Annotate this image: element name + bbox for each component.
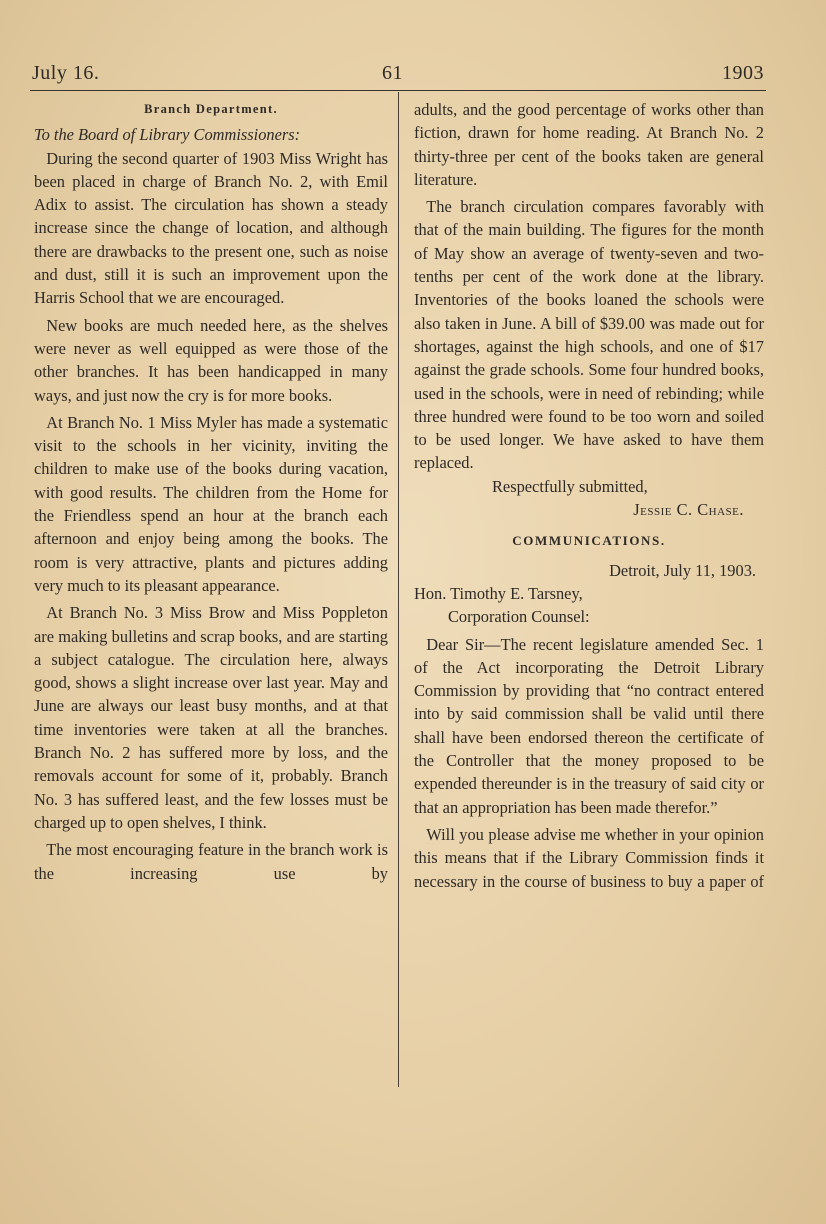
right-column xyxy=(414,98,764,893)
signoff: Respectfully submitted, xyxy=(492,476,648,496)
letter-paragraph: Dear Sir—The recent legislature amended Sec. 1 of the Act incorporating the Detroit Library Commission by providing that “no contract entered into by said commission shall be valid until there shall have been endorsed thereon the certificate of the Controller that the money proposed to be expended thereunder is in the treasury of said city or that an appropriation has been made therefor.” xyxy=(414,634,764,817)
paragraph: At Branch No. 3 Miss Brow and Miss Poppleton are making bulletins and scrap books, and are starting a subject catalogue. The circulation here, always good, shows a slight increase over last year. May and June are always our least busy months, and at that time inventories were taken at all the branches. Branch No. 2 has suffered more by loss, and the removals account for some of it, probably. Branch No. 3 has suffered least, and the few losses must be charged up to open shelves, I think. xyxy=(34,603,388,832)
column-divider xyxy=(398,92,399,1087)
letter-paragraph: Will you please advise me whether in your opinion this means that if the Library Commission finds it necessary in the course of business to buy a paper of xyxy=(414,824,764,891)
header-date: July 16. xyxy=(32,62,100,84)
paragraph: At Branch No. 1 Miss Myler has made a systematic visit to the schools in her vicinity, inviting the children to make use of the books during vacation, with good results. The children from the Home for the Friendless spend an hour at the branch each afternoon and enjoy being among the books. The room is very attractive, plants and pictures adding very much to its pleasant appearance. xyxy=(34,412,388,595)
paragraph: New books are much needed here, as the shelves were never as well equipped as were those of the other branches. It has been handicapped in many ways, and just now the cry is for more books. xyxy=(34,315,388,405)
addressee-title: Corporation Counsel: xyxy=(448,607,590,627)
salutation: To the Board of Library Commissioners: xyxy=(34,125,301,145)
header-rule xyxy=(30,90,766,91)
signature: Jessie C. Chase. xyxy=(633,500,744,520)
left-column xyxy=(34,98,388,885)
section-title-communications: COMMUNICATIONS. xyxy=(512,533,666,549)
addressee: Hon. Timothy E. Tarsney, xyxy=(414,583,583,603)
paragraph: The most encouraging feature in the branch work is the increasing use by xyxy=(34,840,388,883)
section-title-branch-department: Branch Department. xyxy=(144,102,278,116)
paragraph: adults, and the good percentage of works other than fiction, drawn for home reading. At Branch No. 2 thirty-three per cent of the books taken are general literature. xyxy=(414,100,764,189)
page-header xyxy=(32,62,764,92)
dateline: Detroit, July 11, 1903. xyxy=(609,560,756,580)
paragraph: The branch circulation compares favorably with that of the main building. The figures for the month of May show an average of twenty-seven and two-tenths per cent of the work done at the library. Inventories of the books loaned the schools were also taken in June. A bill of $39.00 was made out for shortages, against the high schools, and one of $17 against the grade schools. Some four hundred books, used in the schools, were in need of rebinding; while three hundred were found to be too worn and soiled to be used longer. We have asked to have them replaced. xyxy=(414,197,764,473)
header-year: 1903 xyxy=(722,62,764,84)
paragraph: During the second quarter of 1903 Miss Wright has been placed in charge of Branch No. 2, with Emil Adix to assist. The circulation has shown a steady increase since the change of location, and although there are drawbacks to the present one, such as noise and dust, still it is such an improvement upon the Harris School that we are encouraged. xyxy=(34,148,388,308)
page-number: 61 xyxy=(382,62,403,84)
